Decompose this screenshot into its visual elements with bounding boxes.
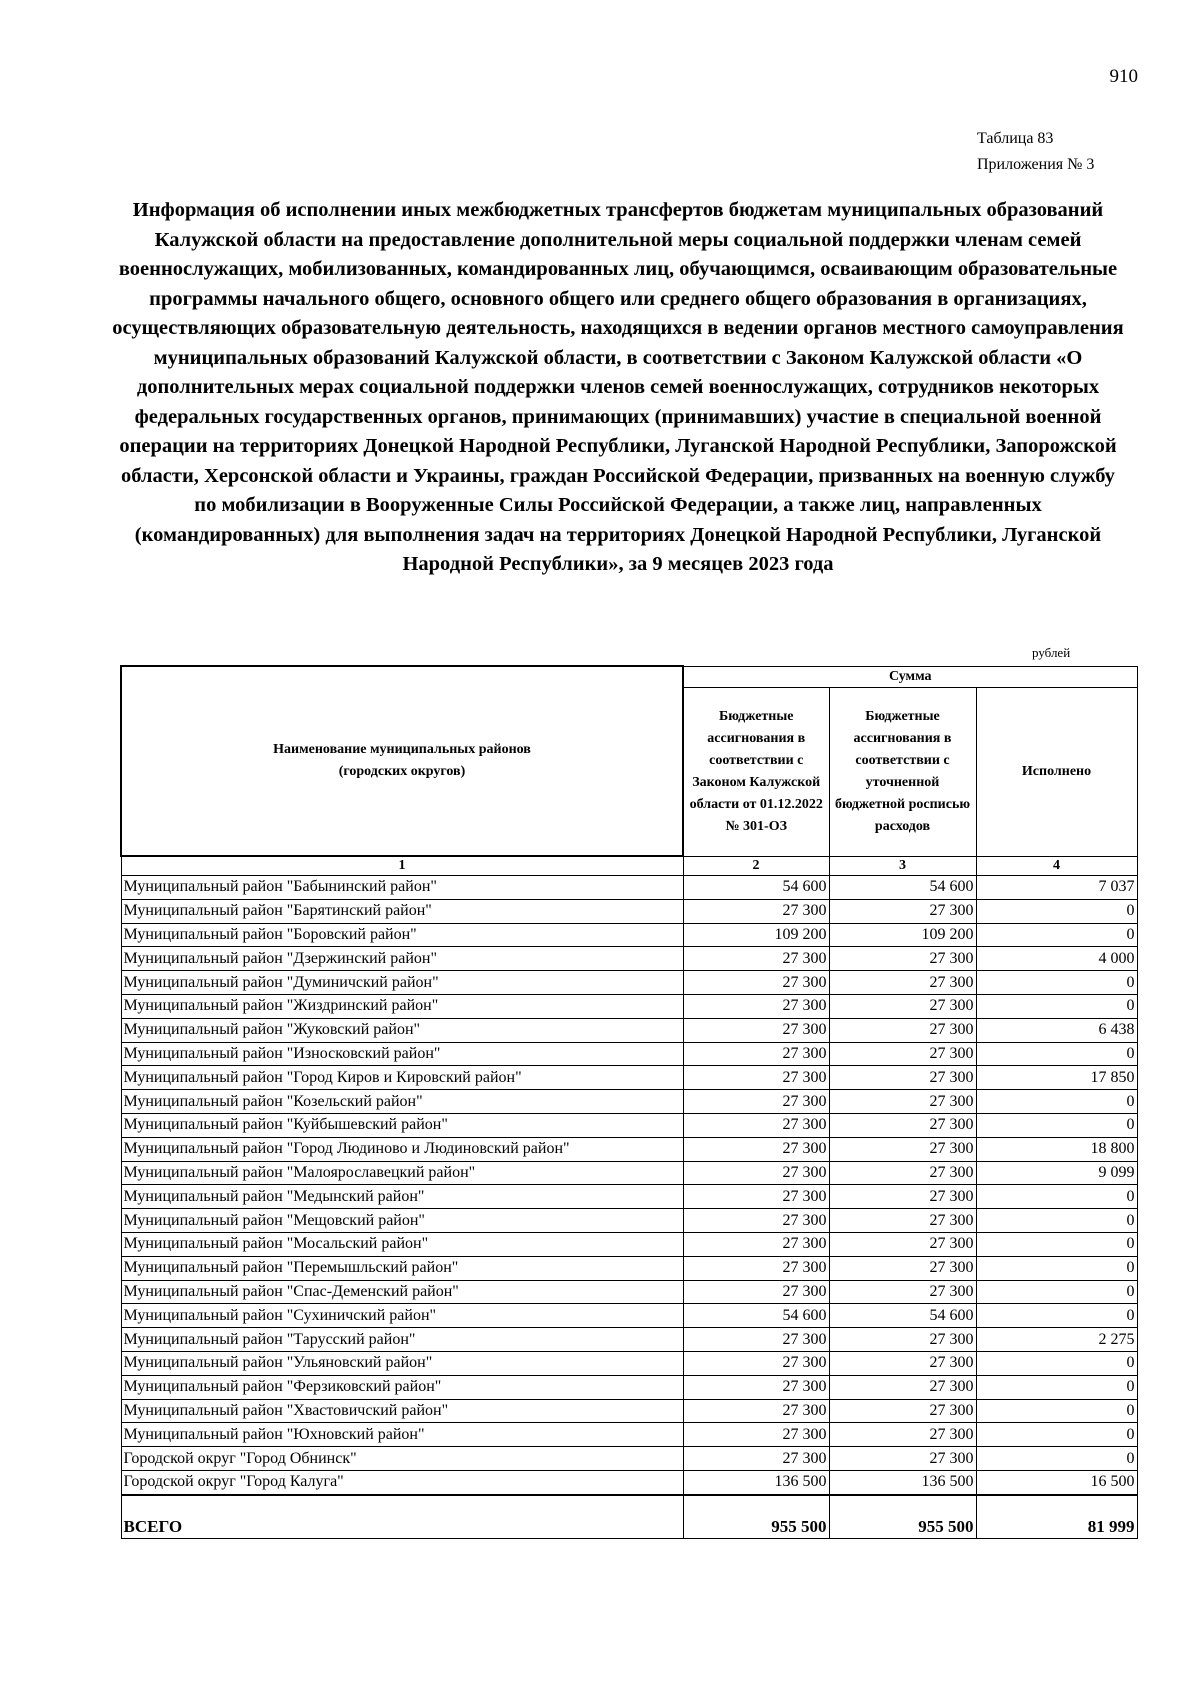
column-header-name xyxy=(121,666,683,856)
municipality-name: Муниципальный район "Малоярославецкий район" xyxy=(121,1161,683,1185)
executed-cell: 0 xyxy=(976,899,1137,923)
refined-allocation-cell: 27 300 xyxy=(829,1232,976,1256)
table-row xyxy=(121,923,1137,947)
executed-cell: 6 438 xyxy=(976,1018,1137,1042)
executed-cell: 0 xyxy=(976,1090,1137,1114)
municipality-name: Муниципальный район "Мещовский район" xyxy=(121,1209,683,1233)
executed-cell: 0 xyxy=(976,1185,1137,1209)
refined-allocation-cell: 27 300 xyxy=(829,1328,976,1352)
column-header-law-allocations: Бюджетные ассигнования в соответствии с Законом Калужской области от 01.12.2022 № 301-ОЗ xyxy=(683,687,829,856)
executed-cell: 0 xyxy=(976,1209,1137,1233)
table-row xyxy=(121,1018,1137,1042)
executed-cell: 0 xyxy=(976,971,1137,995)
table-row xyxy=(121,1399,1137,1423)
document-title: Информация об исполнении иных межбюджетных трансфертов бюджетам муниципальных образований Калужской области на предоставление дополнительной меры социальной поддержки членам семей военнослужащих, мобилизованных, командированных лиц, обучающимся, осваивающим образовательные программы начального общего, основного общего или среднего общего образования в организациях, осуществляющих образовательную деятельность, находящихся в ведении органов местного самоуправления муниципальных образований Калужской области, в соответствии с Законом Калужской области «О дополнительных мерах социальной поддержки членов семей военнослужащих, сотрудников некоторых федеральных государственных органов, принимающих (принимавших) участие в специальной военной операции на территориях Донецкой Народной Республики, Луганской Народной Республики, Запорожской области, Херсонской области и Украины, граждан Российской Федерации, призванных на военную службу по мобилизации в Вооруженные Силы Российской Федерации, а также лиц, направленных (командированных) для выполнения задач на территориях Донецкой Народной Республики, Луганской Народной Республики», за 9 месяцев 2023 года xyxy=(112,199,1124,575)
table-row xyxy=(121,1375,1137,1399)
law-allocation-cell: 27 300 xyxy=(683,1209,829,1233)
executed-cell: 0 xyxy=(976,994,1137,1018)
column-header-sum: Сумма xyxy=(683,666,1137,687)
executed-cell: 17 850 xyxy=(976,1066,1137,1090)
municipality-name: Муниципальный район "Спас-Деменский район" xyxy=(121,1280,683,1304)
law-allocation-cell: 27 300 xyxy=(683,1066,829,1090)
municipality-name: Муниципальный район "Тарусский район" xyxy=(121,1328,683,1352)
law-allocation-cell: 109 200 xyxy=(683,923,829,947)
municipality-name: Городской округ "Город Калуга" xyxy=(121,1470,683,1494)
law-allocation-cell: 27 300 xyxy=(683,1137,829,1161)
refined-allocation-cell: 27 300 xyxy=(829,1423,976,1447)
law-allocation-cell: 27 300 xyxy=(683,1042,829,1066)
column-number: 4 xyxy=(976,856,1137,876)
table-row xyxy=(121,1185,1137,1209)
executed-cell: 0 xyxy=(976,1304,1137,1328)
total-value: 955 500 xyxy=(683,1495,829,1539)
refined-allocation-cell: 27 300 xyxy=(829,899,976,923)
municipality-name: Муниципальный район "Сухиничский район" xyxy=(121,1304,683,1328)
table-row xyxy=(121,1161,1137,1185)
executed-cell: 0 xyxy=(976,1399,1137,1423)
table-row xyxy=(121,1209,1137,1233)
municipality-name: Муниципальный район "Жиздринский район" xyxy=(121,994,683,1018)
law-allocation-cell: 27 300 xyxy=(683,1161,829,1185)
refined-allocation-cell: 27 300 xyxy=(829,1018,976,1042)
law-allocation-cell: 27 300 xyxy=(683,899,829,923)
law-allocation-cell: 136 500 xyxy=(683,1470,829,1494)
municipality-name: Муниципальный район "Износковский район" xyxy=(121,1042,683,1066)
column-header-name-line2: (городских округов) xyxy=(338,764,466,779)
table-row xyxy=(121,1232,1137,1256)
table-row xyxy=(121,947,1137,971)
refined-allocation-cell: 109 200 xyxy=(829,923,976,947)
total-label: ВСЕГО xyxy=(121,1495,683,1539)
table-row xyxy=(121,1042,1137,1066)
law-allocation-cell: 54 600 xyxy=(683,1304,829,1328)
executed-cell: 18 800 xyxy=(976,1137,1137,1161)
column-number: 1 xyxy=(121,856,683,876)
municipality-name: Муниципальный район "Ферзиковский район" xyxy=(121,1375,683,1399)
total-value: 81 999 xyxy=(976,1495,1137,1539)
refined-allocation-cell: 27 300 xyxy=(829,1042,976,1066)
column-number: 2 xyxy=(683,856,829,876)
law-allocation-cell: 27 300 xyxy=(683,947,829,971)
law-allocation-cell: 27 300 xyxy=(683,1399,829,1423)
law-allocation-cell: 27 300 xyxy=(683,1185,829,1209)
refined-allocation-cell: 27 300 xyxy=(829,994,976,1018)
refined-allocation-cell: 27 300 xyxy=(829,1090,976,1114)
table-row xyxy=(121,1256,1137,1280)
refined-allocation-cell: 27 300 xyxy=(829,947,976,971)
municipality-name: Муниципальный район "Ульяновский район" xyxy=(121,1351,683,1375)
table-row xyxy=(121,1423,1137,1447)
law-allocation-cell: 27 300 xyxy=(683,1232,829,1256)
municipality-name: Муниципальный район "Юхновский район" xyxy=(121,1423,683,1447)
refined-allocation-cell: 27 300 xyxy=(829,1113,976,1137)
table-row xyxy=(121,1351,1137,1375)
refined-allocation-cell: 27 300 xyxy=(829,1375,976,1399)
municipality-name: Муниципальный район "Перемышльский район" xyxy=(121,1256,683,1280)
law-allocation-cell: 27 300 xyxy=(683,1090,829,1114)
units-label: рублей xyxy=(1032,645,1071,660)
municipality-name: Муниципальный район "Город Людиново и Людиновский район" xyxy=(121,1137,683,1161)
column-number: 3 xyxy=(829,856,976,876)
table-reference xyxy=(977,126,1094,178)
executed-cell: 0 xyxy=(976,1256,1137,1280)
table-row xyxy=(121,1447,1137,1471)
law-allocation-cell: 27 300 xyxy=(683,1280,829,1304)
executed-cell: 0 xyxy=(976,1042,1137,1066)
refined-allocation-cell: 27 300 xyxy=(829,1185,976,1209)
refined-allocation-cell: 27 300 xyxy=(829,1447,976,1471)
table-row xyxy=(121,1066,1137,1090)
total-value: 955 500 xyxy=(829,1495,976,1539)
municipality-name: Муниципальный район "Жуковский район" xyxy=(121,1018,683,1042)
executed-cell: 7 037 xyxy=(976,876,1137,900)
municipality-name: Городской округ "Город Обнинск" xyxy=(121,1447,683,1471)
law-allocation-cell: 27 300 xyxy=(683,1447,829,1471)
law-allocation-cell: 27 300 xyxy=(683,1256,829,1280)
column-number-row xyxy=(121,856,1137,876)
law-allocation-cell: 27 300 xyxy=(683,1375,829,1399)
table-row xyxy=(121,876,1137,900)
refined-allocation-cell: 27 300 xyxy=(829,1066,976,1090)
table-number: Таблица 83 xyxy=(977,130,1054,147)
refined-allocation-cell: 27 300 xyxy=(829,1351,976,1375)
column-header-name-line1: Наименование муниципальных районов xyxy=(273,742,531,757)
refined-allocation-cell: 27 300 xyxy=(829,971,976,995)
executed-cell: 0 xyxy=(976,923,1137,947)
table-row xyxy=(121,1090,1137,1114)
executed-cell: 0 xyxy=(976,1423,1137,1447)
table-row xyxy=(121,1470,1137,1494)
executed-cell: 16 500 xyxy=(976,1470,1137,1494)
law-allocation-cell: 27 300 xyxy=(683,1423,829,1447)
appendix-number: Приложения № 3 xyxy=(977,156,1095,173)
table-body xyxy=(121,876,1137,1539)
page-number: 910 xyxy=(1109,66,1138,87)
municipality-name: Муниципальный район "Думиничский район" xyxy=(121,971,683,995)
municipality-name: Муниципальный район "Козельский район" xyxy=(121,1090,683,1114)
executed-cell: 2 275 xyxy=(976,1328,1137,1352)
law-allocation-cell: 27 300 xyxy=(683,1328,829,1352)
municipality-name: Муниципальный район "Бабынинский район" xyxy=(121,876,683,900)
municipality-name: Муниципальный район "Медынский район" xyxy=(121,1185,683,1209)
table-row xyxy=(121,899,1137,923)
municipality-name: Муниципальный район "Боровский район" xyxy=(121,923,683,947)
law-allocation-cell: 54 600 xyxy=(683,876,829,900)
municipality-name: Муниципальный район "Барятинский район" xyxy=(121,899,683,923)
table-row xyxy=(121,1328,1137,1352)
refined-allocation-cell: 27 300 xyxy=(829,1161,976,1185)
law-allocation-cell: 27 300 xyxy=(683,994,829,1018)
law-allocation-cell: 27 300 xyxy=(683,1113,829,1137)
executed-cell: 9 099 xyxy=(976,1161,1137,1185)
table-row xyxy=(121,1304,1137,1328)
refined-allocation-cell: 136 500 xyxy=(829,1470,976,1494)
executed-cell: 4 000 xyxy=(976,947,1137,971)
column-header-refined-allocations: Бюджетные ассигнования в соответствии с уточненной бюджетной росписью расходов xyxy=(829,687,976,856)
law-allocation-cell: 27 300 xyxy=(683,1018,829,1042)
refined-allocation-cell: 27 300 xyxy=(829,1256,976,1280)
total-row xyxy=(121,1495,1137,1539)
executed-cell: 0 xyxy=(976,1351,1137,1375)
executed-cell: 0 xyxy=(976,1280,1137,1304)
table-row xyxy=(121,994,1137,1018)
executed-cell: 0 xyxy=(976,1375,1137,1399)
refined-allocation-cell: 27 300 xyxy=(829,1280,976,1304)
municipality-name: Муниципальный район "Мосальский район" xyxy=(121,1232,683,1256)
municipality-name: Муниципальный район "Куйбышевский район" xyxy=(121,1113,683,1137)
table-row xyxy=(121,1113,1137,1137)
refined-allocation-cell: 27 300 xyxy=(829,1137,976,1161)
refined-allocation-cell: 27 300 xyxy=(829,1399,976,1423)
executed-cell: 0 xyxy=(976,1447,1137,1471)
executed-cell: 0 xyxy=(976,1232,1137,1256)
law-allocation-cell: 27 300 xyxy=(683,1351,829,1375)
table-row xyxy=(121,1280,1137,1304)
table-row xyxy=(121,971,1137,995)
executed-cell: 0 xyxy=(976,1113,1137,1137)
municipality-name: Муниципальный район "Дзержинский район" xyxy=(121,947,683,971)
column-header-executed: Исполнено xyxy=(976,687,1137,856)
municipality-name: Муниципальный район "Хвастовичский район" xyxy=(121,1399,683,1423)
law-allocation-cell: 27 300 xyxy=(683,971,829,995)
refined-allocation-cell: 54 600 xyxy=(829,1304,976,1328)
transfers-table xyxy=(120,665,1138,1539)
table-row xyxy=(121,1137,1137,1161)
municipality-name: Муниципальный район "Город Киров и Кировский район" xyxy=(121,1066,683,1090)
refined-allocation-cell: 54 600 xyxy=(829,876,976,900)
refined-allocation-cell: 27 300 xyxy=(829,1209,976,1233)
